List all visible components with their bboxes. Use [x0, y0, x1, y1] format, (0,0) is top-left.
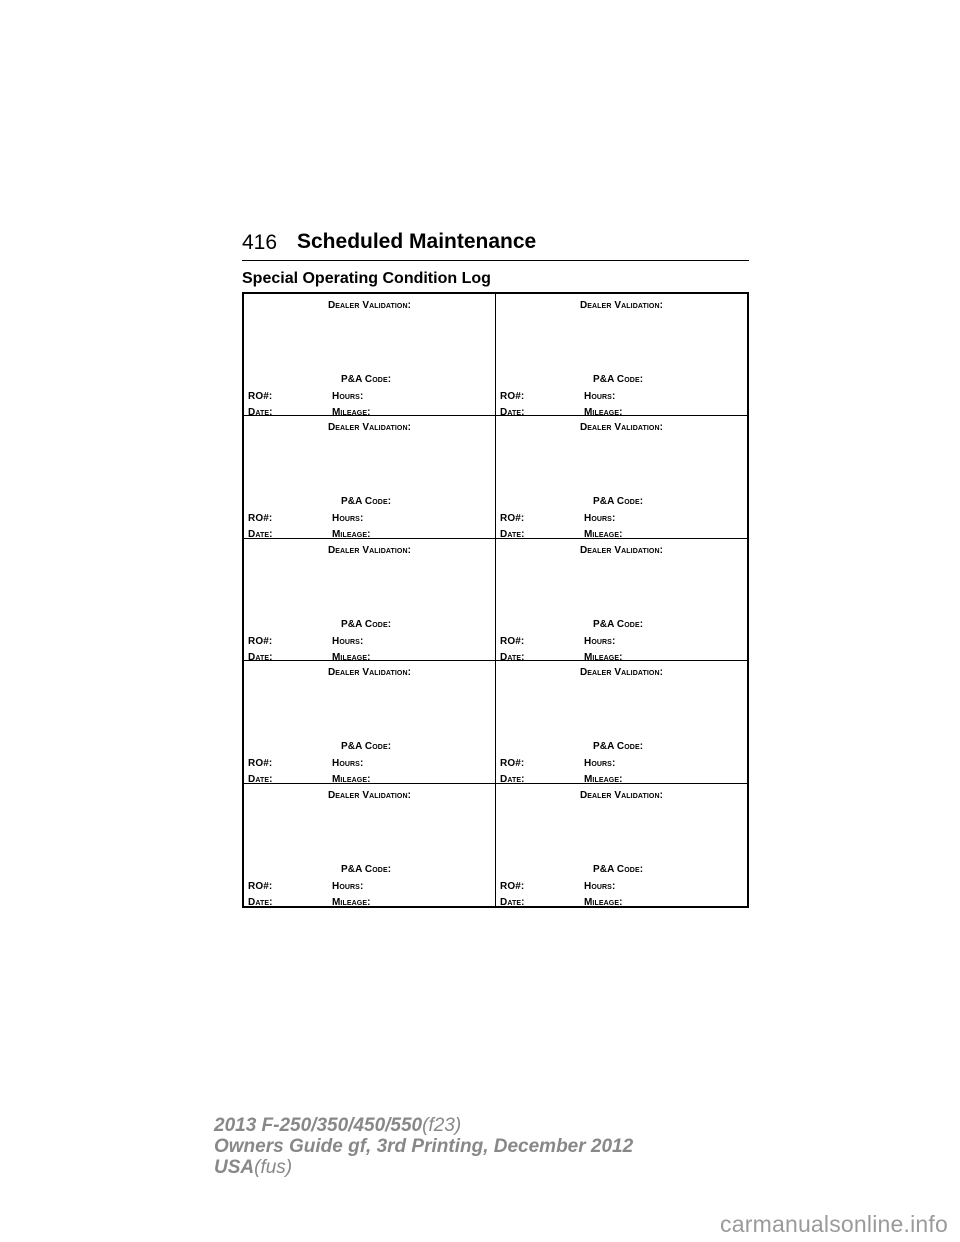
maintenance-log-table: [242, 292, 749, 908]
ro-number-label: RO#:: [248, 513, 273, 525]
mileage-label: Mileage:: [584, 407, 623, 418]
hours-label: Hours:: [332, 391, 364, 402]
mileage-label: Mileage:: [584, 529, 623, 541]
footer-model: 2013 F-250/350/450/550: [214, 1115, 423, 1136]
log-entry-cell: [496, 294, 747, 416]
hours-label: Hours:: [332, 758, 364, 770]
document-footer: [214, 1115, 633, 1178]
dealer-validation-label: Dealer Validation:: [327, 422, 412, 434]
pa-code-label: P&A Code:: [341, 863, 392, 875]
ro-number-label: RO#:: [500, 758, 525, 770]
mileage-label: Mileage:: [332, 529, 371, 541]
footer-market-line: [214, 1157, 633, 1178]
pa-code-label: P&A Code:: [341, 618, 392, 630]
date-label: Date:: [248, 651, 273, 663]
section-title: Scheduled Maintenance: [297, 230, 537, 253]
hours-label: Hours:: [584, 513, 616, 525]
date-label: Date:: [500, 529, 525, 541]
mileage-label: Mileage:: [332, 896, 371, 908]
pa-code-label: P&A Code:: [593, 374, 644, 385]
ro-number-label: RO#:: [500, 635, 525, 647]
hours-label: Hours:: [332, 880, 364, 892]
mileage-label: Mileage:: [332, 774, 371, 786]
dealer-validation-label: Dealer Validation:: [579, 544, 664, 556]
log-entry-cell: [244, 661, 496, 786]
footer-model-line: [214, 1115, 633, 1136]
hours-label: Hours:: [332, 513, 364, 525]
ro-number-label: RO#:: [248, 635, 273, 647]
footer-model-code: (f23): [422, 1115, 462, 1136]
ro-number-label: RO#:: [500, 391, 525, 402]
ro-number-label: RO#:: [500, 513, 525, 525]
date-label: Date:: [500, 774, 525, 786]
watermark: carmanualsonline.info: [720, 1211, 948, 1237]
page-number: 416: [242, 231, 278, 254]
date-label: Date:: [500, 651, 525, 663]
hours-label: Hours:: [584, 758, 616, 770]
mileage-label: Mileage:: [332, 651, 371, 663]
log-entry-cell: [496, 416, 747, 541]
hours-label: Hours:: [584, 635, 616, 647]
hours-label: Hours:: [332, 635, 364, 647]
dealer-validation-label: Dealer Validation:: [327, 789, 412, 801]
log-entry-cell: [244, 539, 496, 661]
mileage-label: Mileage:: [584, 896, 623, 908]
pa-code-label: P&A Code:: [593, 496, 644, 508]
dealer-validation-label: Dealer Validation:: [579, 300, 664, 311]
pa-code-label: P&A Code:: [341, 741, 392, 753]
log-entry-cell: [244, 294, 496, 416]
mileage-label: Mileage:: [584, 651, 623, 663]
dealer-validation-label: Dealer Validation:: [579, 422, 664, 434]
dealer-validation-label: Dealer Validation:: [327, 300, 412, 311]
mileage-label: Mileage:: [332, 407, 371, 418]
date-label: Date:: [500, 896, 525, 908]
ro-number-label: RO#:: [248, 880, 273, 892]
ro-number-label: RO#:: [500, 880, 525, 892]
pa-code-label: P&A Code:: [341, 374, 392, 385]
pa-code-label: P&A Code:: [593, 863, 644, 875]
footer-market-code: (fus): [254, 1157, 293, 1178]
ro-number-label: RO#:: [248, 758, 273, 770]
date-label: Date:: [500, 407, 525, 418]
footer-guide: Owners Guide gf, 3rd Printing, December 2012: [214, 1136, 634, 1157]
dealer-validation-label: Dealer Validation:: [579, 789, 664, 801]
mileage-label: Mileage:: [584, 774, 623, 786]
pa-code-label: P&A Code:: [593, 741, 644, 753]
date-label: Date:: [248, 774, 273, 786]
hours-label: Hours:: [584, 880, 616, 892]
date-label: Date:: [248, 896, 273, 908]
pa-code-label: P&A Code:: [593, 618, 644, 630]
log-entry-cell: [496, 784, 747, 906]
pa-code-label: P&A Code:: [341, 496, 392, 508]
hours-label: Hours:: [584, 391, 616, 402]
date-label: Date:: [248, 407, 273, 418]
log-entry-cell: [496, 661, 747, 786]
log-entry-cell: [244, 784, 496, 906]
date-label: Date:: [248, 529, 273, 541]
ro-number-label: RO#:: [248, 391, 273, 402]
dealer-validation-label: Dealer Validation:: [327, 667, 412, 679]
page-header: [242, 230, 749, 261]
dealer-validation-label: Dealer Validation:: [327, 544, 412, 556]
log-title: Special Operating Condition Log: [242, 270, 491, 287]
log-entry-cell: [244, 416, 496, 541]
footer-market: USA: [214, 1157, 255, 1178]
log-entry-cell: [496, 539, 747, 661]
dealer-validation-label: Dealer Validation:: [579, 667, 664, 679]
